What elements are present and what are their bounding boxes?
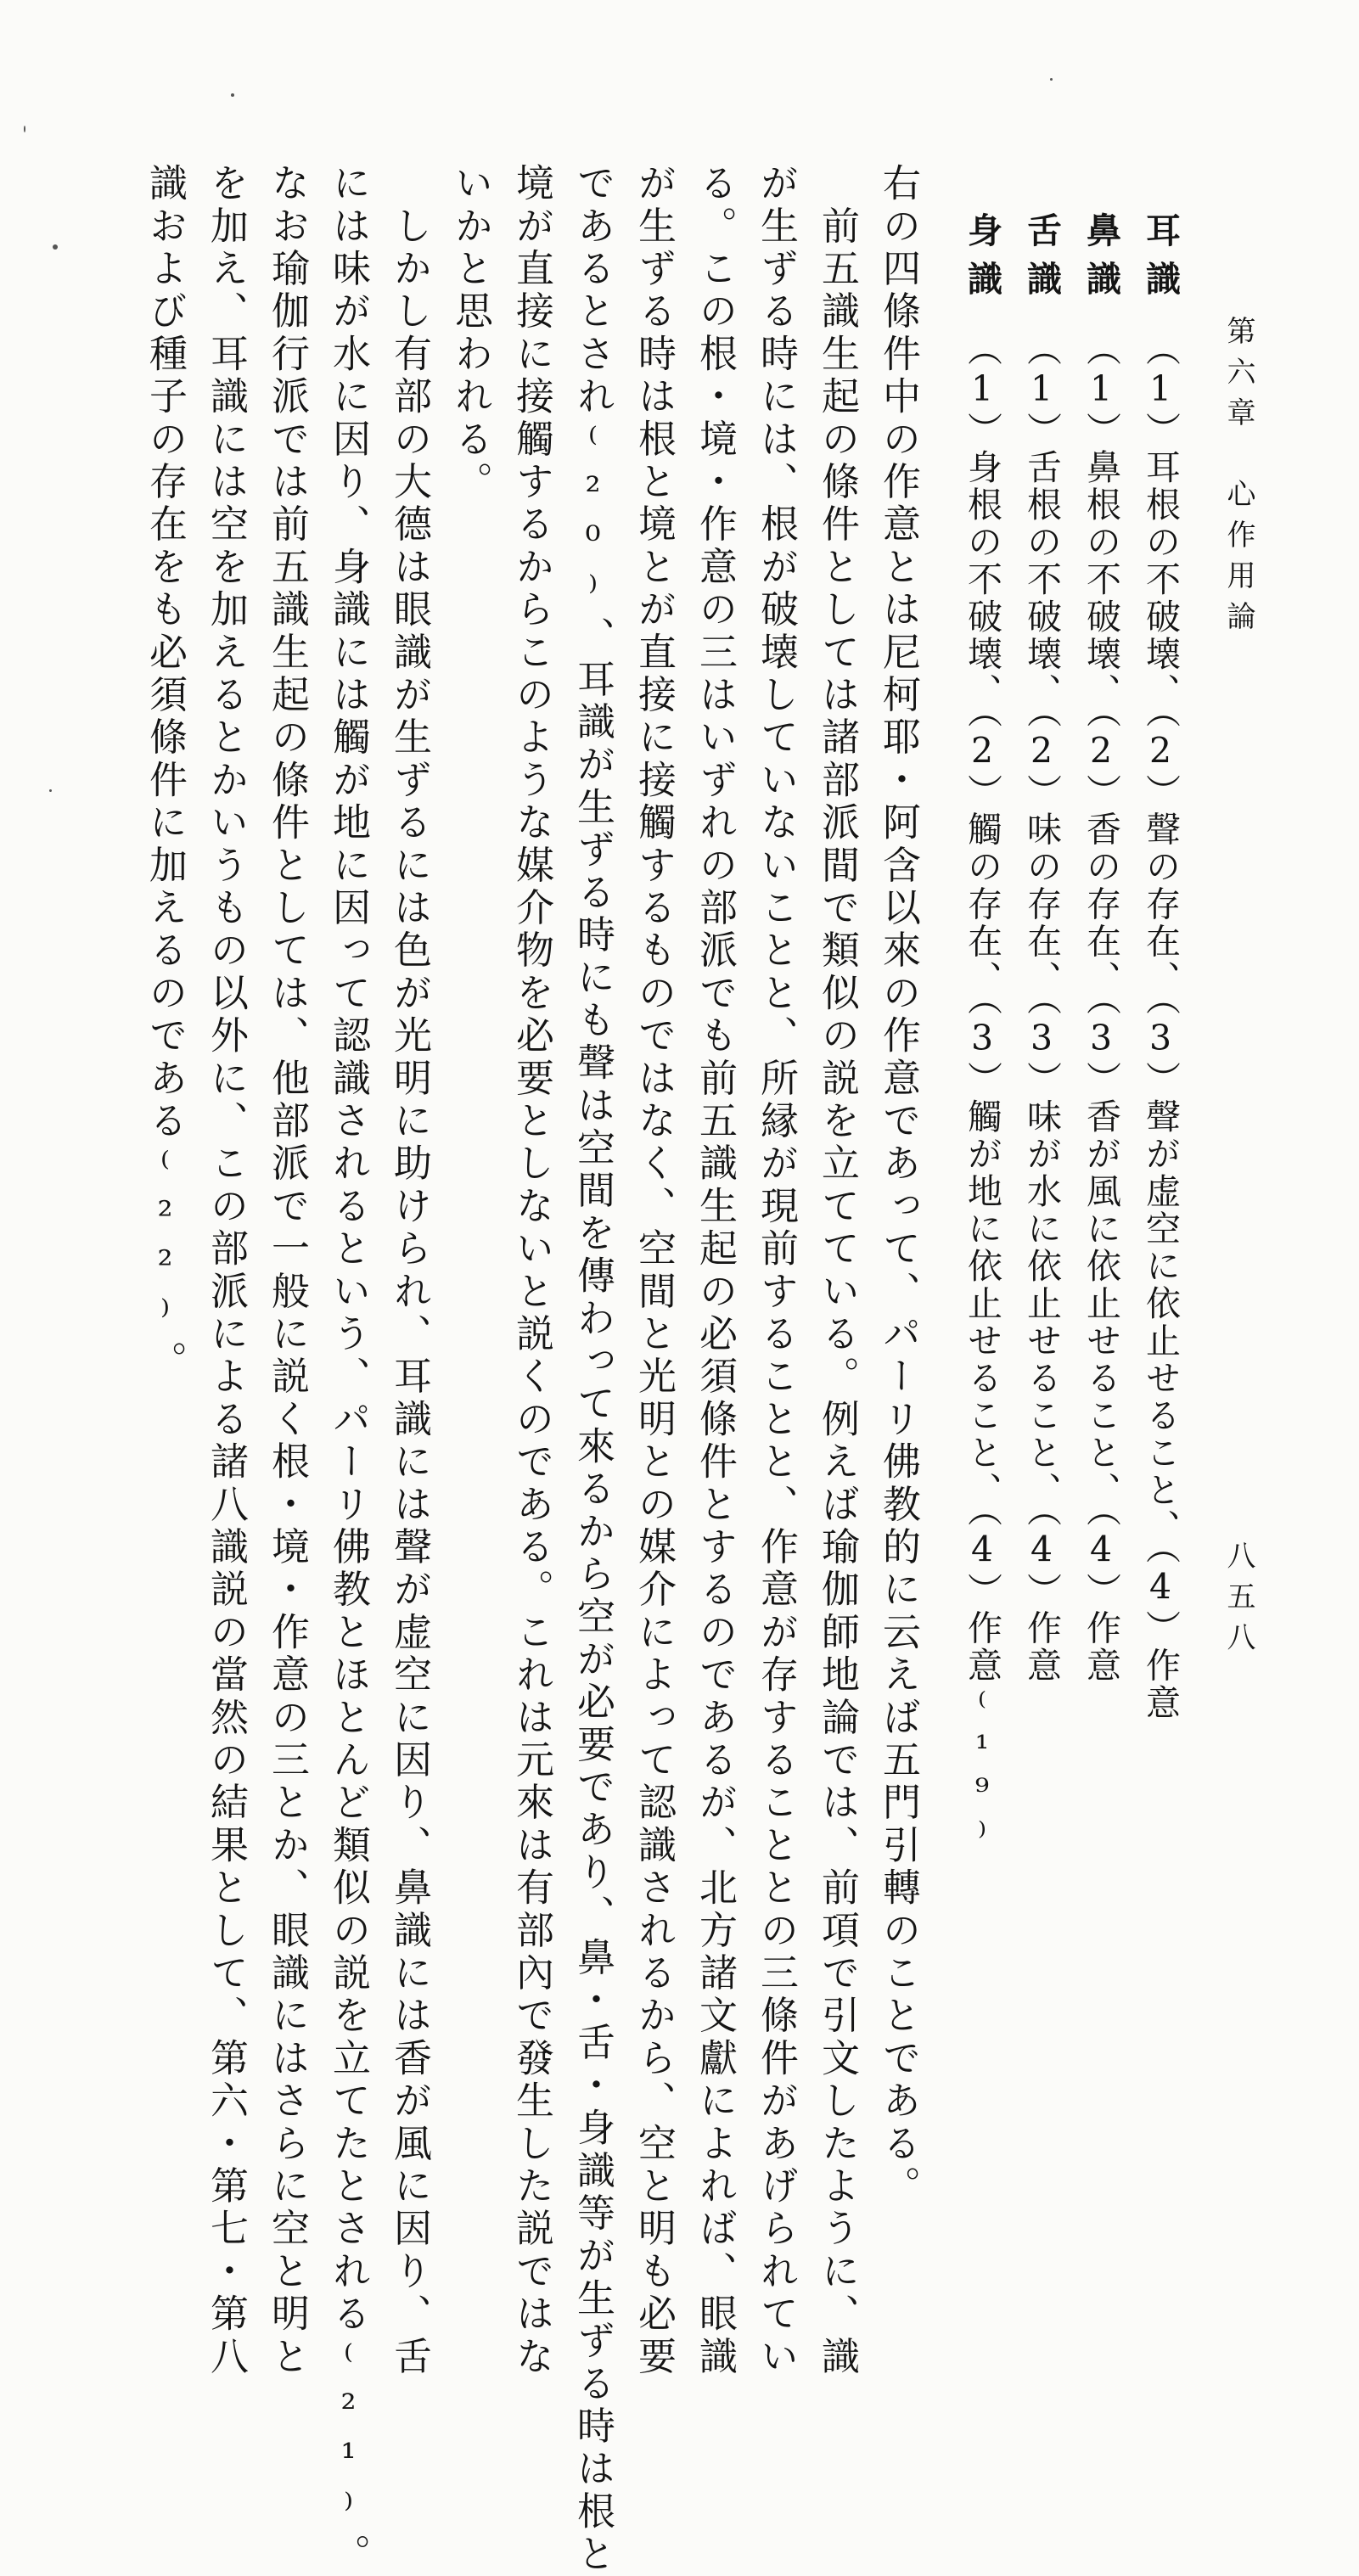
chapter-title: 第六章 心作用論 <box>1221 316 1255 642</box>
scan-speck <box>24 126 25 132</box>
sense-conditions: （1）身根の不破壊、（2）觸の存在、（3）觸が地に依止せること、（4）作意⁽¹⁹⁾ <box>962 331 1002 1858</box>
sense-label: 舌識 <box>1021 212 1062 309</box>
sense-label: 身識 <box>962 212 1002 309</box>
sense-conditions: （1）耳根の不破壊、（2）聲の存在、（3）聲が虚空に依止せること、（4）作意 <box>1140 331 1181 1722</box>
body-line: しかし有部の大德は眼識が生ずるには色が光明に助けられ、耳識には聲が虚空に因り、鼻識には香が風に因り、舌 <box>387 163 432 2379</box>
body-line: 境が直接に接觸するからこのような媒介物を必要としないと説くのである。これは元來は有部內で發生した説ではな <box>509 163 554 2379</box>
sense-line-tongue <box>1021 212 1062 1685</box>
sense-conditions: （1）舌根の不破壊、（2）味の存在、（3）味が水に依止せること、（4）作意 <box>1021 331 1062 1685</box>
sense-line-body <box>962 212 1002 1858</box>
body-line: が生ずる時には、根が破壊していないことと、所縁が現前することと、作意が存することとの三條件があげられてい <box>754 163 799 2379</box>
body-line: 右の四條件中の作意とは尼柯耶・阿含以來の作意であって、パーリ佛教的に云えば五門引轉のことである。 <box>876 163 921 2208</box>
page-number: 八五八 <box>1221 1541 1255 1663</box>
scan-speck <box>1050 78 1053 81</box>
sense-label: 鼻識 <box>1081 212 1121 309</box>
body-line: 前五識生起の條件としては諸部派間で類似の説を立てている。例えば瑜伽師地論では、前項で引文したように、識 <box>815 163 860 2379</box>
sense-line-nose <box>1081 212 1121 1685</box>
body-line: 識および種子の存在をも必須條件に加えるのである⁽²²⁾。 <box>143 163 188 1383</box>
sense-label: 耳識 <box>1140 212 1181 309</box>
scan-speck <box>49 789 52 792</box>
scan-speck <box>231 93 234 97</box>
sense-conditions: （1）鼻根の不破壊、（2）香の存在、（3）香が風に依止せること、（4）作意 <box>1081 331 1121 1685</box>
body-line: る。この根・境・作意の三はいずれの部派でも前五識生起の必須條件とするのであるが、北方諸文獻によれば、眼識 <box>693 163 738 2379</box>
body-line: が生ずる時は根と境とが直接に接觸するものではなく、空間と光明との媒介によって認識されるから、空と明も必要 <box>632 163 677 2379</box>
scan-speck <box>53 244 58 250</box>
sense-line-ear <box>1140 212 1181 1722</box>
body-line: いかと思われる。 <box>448 163 493 504</box>
body-line: であるとされ⁽²⁰⁾、耳識が生ずる時にも聲は空間を傳わって來るから空が必要であり、鼻・舌・身識等が生ずる時は根と <box>570 163 615 2576</box>
body-line: には味が水に因り、身識には觸が地に因って認識されるという、パーリ佛教とほとんど類似の説を立てたとされる⁽²¹⁾。 <box>326 163 371 2576</box>
body-line: なお瑜伽行派では前五識生起の條件としては、他部派で一般に説く根・境・作意の三とか、眼識にはさらに空と明と <box>265 163 310 2379</box>
body-line: を加え、耳識には空を加えるとかいうもの以外に、この部派による諸八識説の當然の結果として、第六・第七・第八 <box>204 163 249 2379</box>
